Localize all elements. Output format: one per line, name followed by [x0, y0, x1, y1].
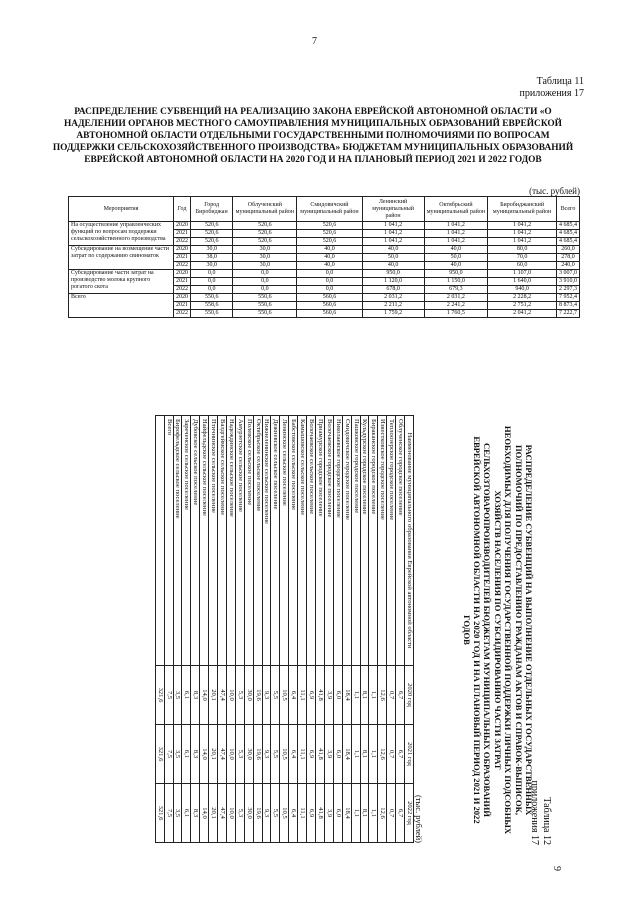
- table-12-value-cell: 12,6: [378, 725, 387, 784]
- table-12-value-cell: 1,1: [369, 666, 378, 725]
- table-12-municipality-cell: Приамурское городское поселение: [316, 416, 325, 666]
- table-12-value-cell: 20,1: [209, 784, 218, 843]
- table-11-annex: приложения 17: [519, 88, 584, 99]
- table-11-value-cell: 1 041,2: [424, 222, 488, 230]
- table-12-value-cell: 9,3: [262, 784, 271, 843]
- table-12-row: [280, 416, 289, 843]
- table-12-municipality-cell: Кульдурское городское поселение: [360, 416, 369, 666]
- table-11-value-cell: 3 910,0: [556, 278, 579, 286]
- table-12-value-cell: 0,7: [387, 666, 396, 725]
- table-12-row: [289, 416, 298, 843]
- table-11-caption: [520, 76, 584, 100]
- table-11-value-cell: 1 041,2: [424, 230, 488, 238]
- table-11-value-cell: 278,0: [556, 254, 579, 262]
- table-12-value-cell: 9,3: [262, 725, 271, 784]
- table-11-value-cell: 7 222,7: [556, 310, 579, 318]
- table-12-municipality-cell: Зареченское сельское поселение: [182, 416, 191, 666]
- table-12-value-cell: 30,0: [244, 666, 253, 725]
- table-12-municipality-cell: Бабстовское сельское поселение: [289, 416, 298, 666]
- table-12-value-cell: 5,5: [271, 725, 280, 784]
- table-12-value-cell: 6,0: [333, 666, 342, 725]
- table-12-value-cell: 3,9: [324, 666, 333, 725]
- table-11-value-cell: 550,6: [191, 310, 233, 318]
- table-12-value-cell: 1,1: [351, 666, 360, 725]
- table-11-year-cell: 2020: [174, 294, 191, 302]
- table-11-activity-name: На осуществление управленческих функций по вопросам поддержки сельскохозяйственного производства: [69, 222, 174, 246]
- table-12-value-cell: 12,6: [378, 666, 387, 725]
- table-11-value-cell: 40,0: [424, 246, 488, 254]
- table-12-municipality-cell: Бирофельдское сельское поселение: [173, 416, 182, 666]
- table-12-row: [369, 416, 378, 843]
- table-12-row: [396, 416, 405, 843]
- table-11-value-cell: 4 685,4: [556, 222, 579, 230]
- table-11-value-cell: 40,0: [362, 262, 424, 270]
- table-11-value-cell: 8 873,4: [556, 302, 579, 310]
- table-12-value-cell: 10,5: [280, 784, 289, 843]
- table-11-value-cell: 558,6: [191, 302, 233, 310]
- table-12-value-cell: 1,1: [351, 784, 360, 843]
- table-12-value-cell: 6,4: [289, 784, 298, 843]
- table-11-value-cell: 950,0: [362, 270, 424, 278]
- table-11-year-cell: 2020: [174, 270, 191, 278]
- table-12-value-cell: 8,3: [191, 666, 200, 725]
- table-11-value-cell: 520,6: [233, 238, 297, 246]
- table-11-value-cell: 38,0: [191, 254, 233, 262]
- table-12-value-cell: 0,7: [387, 725, 396, 784]
- table-12-row: [342, 416, 351, 843]
- table-11-year-cell: 2022: [174, 238, 191, 246]
- table-11-value-cell: 7 952,4: [556, 294, 579, 302]
- table-12-value-cell: 10,5: [280, 666, 289, 725]
- table-12-municipality-cell: Всего: [164, 416, 173, 666]
- table-12-value-cell: 8,1: [360, 784, 369, 843]
- table-11-value-cell: 40,0: [297, 246, 362, 254]
- table-12-value-cell: 14,0: [200, 784, 209, 843]
- table-11-row: [69, 246, 580, 254]
- table-12-value-cell: 10,0: [226, 666, 235, 725]
- table-12-value-cell: 18,4: [342, 725, 351, 784]
- table-12-value-cell: 321,6: [155, 784, 164, 843]
- table-12-value-cell: 10,0: [226, 784, 235, 843]
- table-12-municipality-cell: Надеждинское сельское поселение: [226, 416, 235, 666]
- table-12-value-cell: 19,6: [253, 725, 262, 784]
- table-12-municipality-cell: Бираканское городское поселение: [369, 416, 378, 666]
- table-11-value-cell: 520,6: [191, 238, 233, 246]
- table-12-municipality-cell: [155, 416, 164, 666]
- table-11-value-cell: 50,0: [362, 254, 424, 262]
- table-12-value-cell: 11,1: [298, 725, 307, 784]
- table-11-header: Биробиджанский муниципальный район: [488, 197, 557, 222]
- table-11-value-cell: 679,3: [424, 286, 488, 294]
- table-12-value-cell: 11,1: [298, 784, 307, 843]
- table-12-municipality-cell: Смидовичское городское поселение: [342, 416, 351, 666]
- table-12-row: [387, 416, 396, 843]
- table-12-row: [298, 416, 307, 843]
- table-11-year-cell: 2022: [174, 262, 191, 270]
- table-11-row: [69, 270, 580, 278]
- table-11-value-cell: 1 150,0: [424, 278, 488, 286]
- table-12-municipality-cell: Амурзетское сельское поселение: [235, 416, 244, 666]
- table-12-value-cell: 6,9: [307, 784, 316, 843]
- table-11-value-cell: 0,0: [233, 278, 297, 286]
- table-12-header: 2021 год: [405, 725, 414, 784]
- table-11-value-cell: 0,0: [191, 278, 233, 286]
- table-11-value-cell: 50,0: [424, 254, 488, 262]
- table-12-value-cell: 20,1: [209, 725, 218, 784]
- table-12-value-cell: 5,3: [235, 725, 244, 784]
- table-12-row: [173, 416, 182, 843]
- table-11-year-cell: 2021: [174, 230, 191, 238]
- table-12-value-cell: 6,7: [396, 666, 405, 725]
- table-12-value-cell: 8,1: [360, 725, 369, 784]
- table-11-activity-name: Субсидирование на возмещение части затрат по содержанию свиноматок: [69, 246, 174, 270]
- table-12-municipality-cell: Найфельдское сельское поселение: [200, 416, 209, 666]
- table-12-value-cell: 7,5: [164, 784, 173, 843]
- table-12-header-row: [405, 416, 414, 843]
- table-11-value-cell: 2 297,3: [556, 286, 579, 294]
- table-12-municipality-cell: Камышовское сельское поселение: [298, 416, 307, 666]
- table-11-value-cell: 1 760,5: [424, 310, 488, 318]
- table-12-header: Наименование муниципального образования Еврейской автономной области: [405, 416, 414, 666]
- table-11-label: Таблица 11: [536, 76, 584, 87]
- table-12-municipality-cell: Облученское городское поселение: [396, 416, 405, 666]
- page-number-bottom: 9: [551, 866, 562, 871]
- table-12-value-cell: 10,5: [280, 725, 289, 784]
- table-12-value-cell: 47,4: [218, 725, 227, 784]
- table-12-row: [271, 416, 280, 843]
- table-12-value-cell: 3,5: [173, 666, 182, 725]
- table-12-value-cell: 47,4: [218, 784, 227, 843]
- table-11-value-cell: 30,0: [233, 254, 297, 262]
- table-12-row: [200, 416, 209, 843]
- table-11-value-cell: 1 107,0: [488, 270, 557, 278]
- table-12-row: [378, 416, 387, 843]
- table-11-title: РАСПРЕДЕЛЕНИЕ СУБВЕНЦИЙ НА РЕАЛИЗАЦИЮ ЗАКОНА ЕВРЕЙСКОЙ АВТОНОМНОЙ ОБЛАСТИ «О НАДЕЛЕНИИ ОРГАНОВ МЕСТНОГО САМОУПРАВЛЕНИЯ МУНИЦИПАЛЬНЫХ ОБРАЗОВАНИЙ ЕВРЕЙСКОЙ АВТОНОМНОЙ ОБЛАСТИ ОТДЕЛЬНЫМИ ГОСУДАРСТВЕННЫМИ ПОЛНОМОЧИЯМИ ПО ВОПРОСАМ ПОДДЕРЖКИ СЕЛЬСКОХОЗЯЙСТВЕННОГО ПРОИЗВОДСТВА» БЮДЖЕТАМ МУНИЦИПАЛЬНЫХ ОБРАЗОВАНИЙ ЕВРЕЙСКОЙ АВТОНОМНОЙ ОБЛАСТИ НА 2020 ГОД И НА ПЛАНОВЫЙ ПЕРИОД 2021 И 2022 ГОДОВ: [52, 107, 574, 165]
- table-12-label: Таблица 12: [541, 797, 552, 845]
- table-11-value-cell: 1 041,2: [362, 222, 424, 230]
- table-11-value-cell: 0,0: [297, 286, 362, 294]
- table-11-value-cell: 520,6: [233, 230, 297, 238]
- table-11-header: Всего: [556, 197, 579, 222]
- table-12-value-cell: 6,0: [333, 725, 342, 784]
- table-12-municipality-cell: Полевское сельское поселение: [244, 416, 253, 666]
- table-11-header: Октябрьский муниципальный район: [424, 197, 488, 222]
- table-11-value-cell: 678,0: [362, 286, 424, 294]
- table-11-value-cell: 4 685,4: [556, 238, 579, 246]
- table-11-value-cell: 1 041,2: [424, 238, 488, 246]
- table-12-municipality-cell: Птичнинское сельское поселение: [209, 416, 218, 666]
- table-12-municipality-cell: Дубовское сельское поселение: [191, 416, 200, 666]
- table-12-value-cell: 30,0: [244, 784, 253, 843]
- table-12-municipality-cell: Валдгеймское сельское поселение: [218, 416, 227, 666]
- table-11-body: [69, 222, 580, 318]
- table-11-value-cell: 550,6: [233, 310, 297, 318]
- table-12-value-cell: 3,9: [324, 725, 333, 784]
- table-12-value-cell: 6,7: [396, 784, 405, 843]
- table-12-value-cell: 7,5: [164, 666, 173, 725]
- table-12-municipality-cell: Николаевское городское поселение: [333, 416, 342, 666]
- table-12-value-cell: 12,6: [378, 784, 387, 843]
- table-11-value-cell: 1 041,2: [488, 230, 557, 238]
- table-12-value-cell: 0,7: [387, 784, 396, 843]
- table-12-value-cell: 6,7: [396, 725, 405, 784]
- table-11-value-cell: 520,6: [233, 222, 297, 230]
- table-12-row: [164, 416, 173, 843]
- table-12-value-cell: 19,6: [253, 784, 262, 843]
- table-11-value-cell: 560,6: [297, 294, 362, 302]
- table-12-value-cell: 6,1: [182, 725, 191, 784]
- table-12-value-cell: 6,9: [307, 666, 316, 725]
- table-12-value-cell: 41,8: [316, 784, 325, 843]
- table-11-value-cell: 2 041,2: [488, 310, 557, 318]
- table-11-value-cell: 2 241,2: [424, 302, 488, 310]
- table-11-value-cell: 1 640,0: [488, 278, 557, 286]
- table-12-row: [226, 416, 235, 843]
- table-11-year-cell: 2020: [174, 222, 191, 230]
- table-12-municipality-cell: Октябрьское сельское поселение: [253, 416, 262, 666]
- table-12-row: [307, 416, 316, 843]
- table-12-value-cell: 1,1: [369, 725, 378, 784]
- table-11-value-cell: 2 031,2: [362, 294, 424, 302]
- table-12-value-cell: 321,6: [155, 725, 164, 784]
- table-11-value-cell: 0,0: [233, 270, 297, 278]
- table-11-value-cell: 0,0: [191, 270, 233, 278]
- table-11-value-cell: 40,0: [424, 262, 488, 270]
- table-12-municipality-cell: Теплоозерское городское поселение: [387, 416, 396, 666]
- table-11-value-cell: 520,6: [297, 230, 362, 238]
- table-12-row: [351, 416, 360, 843]
- table-11-value-cell: 520,6: [191, 222, 233, 230]
- table-11-header: Смидовичский муниципальный район: [297, 197, 362, 222]
- table-11-value-cell: 4 685,4: [556, 230, 579, 238]
- table-11-value-cell: 1 120,0: [362, 278, 424, 286]
- table-12-value-cell: 321,6: [155, 666, 164, 725]
- table-12-row: [253, 416, 262, 843]
- table-11-value-cell: 80,0: [488, 246, 557, 254]
- table-12-row: [262, 416, 271, 843]
- table-12-value-cell: 5,5: [271, 666, 280, 725]
- table-11-value-cell: 1 041,2: [488, 238, 557, 246]
- table-12-value-cell: 3,9: [324, 784, 333, 843]
- table-12-annex: приложения 17: [529, 780, 540, 845]
- table-12-body: [155, 416, 404, 843]
- table-11-activity-name: Субсидирование части затрат на производство молока крупного рогатого скота: [69, 270, 174, 294]
- table-12-municipality-cell: Дежневское сельское поселение: [271, 416, 280, 666]
- table-11-value-cell: 1 759,2: [362, 310, 424, 318]
- table-12-value-cell: 6,0: [333, 784, 342, 843]
- table-12-value-cell: 30,0: [244, 725, 253, 784]
- table-11-year-cell: 2022: [174, 310, 191, 318]
- table-12: [155, 415, 414, 843]
- table-12-title: РАСПРЕДЕЛЕНИЕ СУБВЕНЦИЙ НА ВЫПОЛНЕНИЕ ОТДЕЛЬНЫХ ГОСУДАРСТВЕННЫХ ПОЛНОМОЧИЙ ПО ПРЕДОСТАВЛЕНИЮ ГРАЖДАНАМ АКТОВ И СПРАВОК-ВЫПИСОК, НЕОБХОДИМЫХ ДЛЯ ПОЛУЧЕНИЯ ГОСУДАРСТВЕННОЙ ПОДДЕРЖКИ ЛИЧНЫХ ПОДСОБНЫХ ХОЗЯЙСТВ НАСЕЛЕНИЯ ПО СУБСИДИРОВАНИЮ ЧАСТИ ЗАТРАТ СЕЛЬХОЗТОВАРОПРОИЗВОДИТЕЛЕЙ БЮДЖЕТАМ МУНИЦИПАЛЬНЫХ ОБРАЗОВАНИЙ ЕВРЕЙСКОЙ АВТОНОМНОЙ ОБЛАСТИ НА 2020 ГОД И НА ПЛАНОВЫЙ ПЕРИОД 2021 И 2022 ГОДОВ: [461, 425, 534, 835]
- table-12-row: [155, 416, 164, 843]
- rotated-page-area: [110, 415, 562, 871]
- table-12-municipality-cell: Ленинское сельское поселение: [280, 416, 289, 666]
- table-11-row: [69, 222, 580, 230]
- table-12-row: [324, 416, 333, 843]
- table-12-municipality-cell: Пашковское городское поселение: [351, 416, 360, 666]
- table-11-year-cell: 2020: [174, 246, 191, 254]
- table-12-row: [218, 416, 227, 843]
- table-12-row: [360, 416, 369, 843]
- table-12-header: 2020 год: [405, 666, 414, 725]
- table-11-value-cell: 550,6: [191, 294, 233, 302]
- table-12-value-cell: 19,6: [253, 666, 262, 725]
- table-11-value-cell: 60,0: [488, 262, 557, 270]
- table-11-value-cell: 2 211,2: [362, 302, 424, 310]
- table-11-header: Мероприятия: [69, 197, 174, 222]
- table-12-value-cell: 47,4: [218, 666, 227, 725]
- table-11-value-cell: 1 041,2: [362, 238, 424, 246]
- table-12-value-cell: 41,8: [316, 666, 325, 725]
- table-12-value-cell: 11,1: [298, 666, 307, 725]
- table-11-value-cell: 260,0: [556, 246, 579, 254]
- table-11-row: [69, 294, 580, 302]
- table-11-value-cell: 520,6: [297, 238, 362, 246]
- table-11-value-cell: 240,0: [556, 262, 579, 270]
- table-11-value-cell: 560,6: [297, 302, 362, 310]
- table-11-value-cell: 0,0: [191, 286, 233, 294]
- table-11-header: Город Биробиджан: [191, 197, 233, 222]
- table-11-value-cell: 30,0: [233, 262, 297, 270]
- table-12-value-cell: 18,4: [342, 666, 351, 725]
- table-11-header: Год: [174, 197, 191, 222]
- table-11-value-cell: 550,6: [233, 294, 297, 302]
- table-11-value-cell: 2 228,2: [488, 294, 557, 302]
- table-12-value-cell: 6,1: [182, 784, 191, 843]
- table-12-value-cell: 18,4: [342, 784, 351, 843]
- table-11-value-cell: 2 031,2: [424, 294, 488, 302]
- table-12-value-cell: 20,1: [209, 666, 218, 725]
- table-12-municipality-cell: Волочаевское городское поселение: [324, 416, 333, 666]
- table-12-value-cell: 6,4: [289, 725, 298, 784]
- table-12-value-cell: 14,0: [200, 666, 209, 725]
- table-12-row: [316, 416, 325, 843]
- table-12-value-cell: 3,5: [173, 725, 182, 784]
- table-12-value-cell: 41,8: [316, 725, 325, 784]
- table-12-value-cell: 8,3: [191, 784, 200, 843]
- table-11-year-cell: 2021: [174, 302, 191, 310]
- table-11-value-cell: 0,0: [297, 278, 362, 286]
- table-11-year-cell: 2021: [174, 254, 191, 262]
- table-11-header-row: [69, 197, 580, 222]
- table-11-value-cell: 520,6: [297, 222, 362, 230]
- table-11-value-cell: 520,6: [191, 230, 233, 238]
- table-12-row: [182, 416, 191, 843]
- table-12-municipality-cell: Нижнеленинское сельское поселение: [262, 416, 271, 666]
- table-12-value-cell: 3,5: [173, 784, 182, 843]
- table-11-activity-name: Всего: [69, 294, 174, 318]
- table-11-header: Облученский муниципальный район: [233, 197, 297, 222]
- table-12-value-cell: 6,1: [182, 666, 191, 725]
- table-12-value-cell: 5,5: [271, 784, 280, 843]
- table-11-value-cell: 1 041,2: [362, 230, 424, 238]
- table-11-value-cell: 550,6: [233, 302, 297, 310]
- table-12-unit: (тыс. рублей): [414, 794, 424, 843]
- table-11: [68, 196, 580, 318]
- table-11-year-cell: 2021: [174, 278, 191, 286]
- table-12-value-cell: 6,4: [289, 666, 298, 725]
- table-11-value-cell: 40,0: [297, 254, 362, 262]
- table-12-header: 2022 год: [405, 784, 414, 843]
- table-11-unit: (тыс. рублей): [529, 186, 580, 196]
- table-11-value-cell: 0,0: [297, 270, 362, 278]
- table-12-value-cell: 7,5: [164, 725, 173, 784]
- table-12-value-cell: 9,3: [262, 666, 271, 725]
- table-11-value-cell: 560,6: [297, 310, 362, 318]
- table-12-row: [333, 416, 342, 843]
- rotated-page: [110, 415, 562, 871]
- table-11-value-cell: 70,0: [488, 254, 557, 262]
- table-12-value-cell: 1,1: [351, 725, 360, 784]
- table-11-header: Ленинский муниципальный район: [362, 197, 424, 222]
- table-12-municipality-cell: Волочаевское сельское поселение: [307, 416, 316, 666]
- table-11-year-cell: 2022: [174, 286, 191, 294]
- table-11-value-cell: 940,0: [488, 286, 557, 294]
- table-11-value-cell: 3 007,0: [556, 270, 579, 278]
- table-12-value-cell: 5,3: [235, 666, 244, 725]
- table-11-value-cell: 40,0: [297, 262, 362, 270]
- table-12-value-cell: 8,1: [360, 666, 369, 725]
- table-12-row: [191, 416, 200, 843]
- table-12-value-cell: 6,9: [307, 725, 316, 784]
- table-11-value-cell: 1 041,2: [488, 222, 557, 230]
- table-11-value-cell: 30,0: [233, 246, 297, 254]
- table-12-value-cell: 10,0: [226, 725, 235, 784]
- page-number-top: 7: [312, 36, 317, 47]
- table-12-value-cell: 14,0: [200, 725, 209, 784]
- table-11-value-cell: 2 751,2: [488, 302, 557, 310]
- table-11-value-cell: 40,0: [362, 246, 424, 254]
- table-11-value-cell: 30,0: [191, 246, 233, 254]
- table-11-value-cell: 0,0: [233, 286, 297, 294]
- table-12-value-cell: 8,3: [191, 725, 200, 784]
- table-12-municipality-cell: Известковское городское поселение: [378, 416, 387, 666]
- table-12-row: [235, 416, 244, 843]
- table-12-value-cell: 5,3: [235, 784, 244, 843]
- table-12-row: [209, 416, 218, 843]
- table-12-row: [244, 416, 253, 843]
- table-12-value-cell: 1,1: [369, 784, 378, 843]
- table-11-value-cell: 30,0: [191, 262, 233, 270]
- table-11-value-cell: 950,0: [424, 270, 488, 278]
